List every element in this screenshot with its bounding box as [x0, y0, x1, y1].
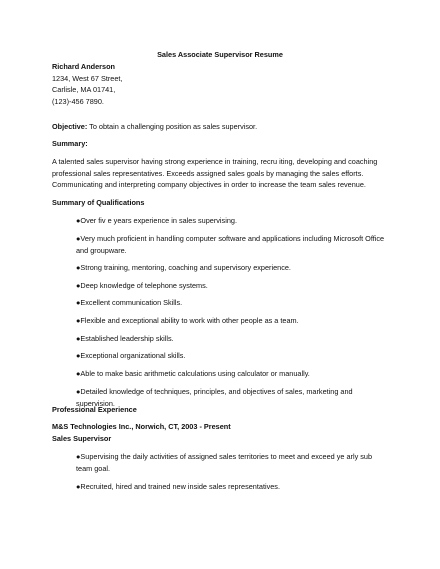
- bullet-icon: ●: [76, 387, 81, 396]
- summary-heading: Summary:: [52, 139, 88, 148]
- experience-text: Recruited, hired and trained new inside sales representatives.: [80, 482, 280, 491]
- summary-paragraph: [52, 156, 387, 191]
- bullet-icon: ●: [76, 351, 81, 360]
- experience-company: M&S Technologies Inc., Norwich, CT, 2003 - Present: [52, 422, 231, 431]
- qualification-item: [76, 233, 388, 256]
- contact-address-line-1: 1234, West 67 Street,: [52, 73, 123, 83]
- experience-item: [76, 481, 388, 493]
- resume-title: Sales Associate Supervisor Resume: [157, 50, 283, 59]
- bullet-icon: ●: [76, 369, 81, 378]
- qualification-item: [76, 333, 388, 345]
- qualification-item: [76, 350, 388, 362]
- objective-text: To obtain a challenging position as sales supervisor.: [87, 122, 258, 131]
- experience-text: Supervising the daily activities of assigned sales territories to meet and exceed ye arly sub team goal.: [76, 452, 373, 473]
- qualification-item: [76, 262, 388, 274]
- bullet-icon: ●: [76, 316, 81, 325]
- qualification-item: [76, 368, 388, 380]
- qualification-text: Excellent communication Skills.: [80, 298, 183, 307]
- summary-line: A talented sales supervisor having strong experience in training, recru iting, developing and coaching: [52, 157, 378, 166]
- bullet-icon: ●: [76, 216, 81, 225]
- contact-phone: (123)-456 7890.: [52, 96, 104, 106]
- experience-item: [76, 451, 388, 474]
- summary-line: professional sales representatives. Exceeds assigned sales goals by managing the sales efforts.: [52, 168, 364, 178]
- bullet-icon: ●: [76, 263, 81, 272]
- qualification-text: Able to make basic arithmetic calculations using calculator or manually.: [80, 369, 310, 378]
- qualification-item: [76, 315, 388, 327]
- qualification-text: Detailed knowledge of techniques, principles, and objectives of sales, marketing and supervision.: [76, 387, 353, 408]
- qualification-text: Over fiv e years experience in sales supervising.: [80, 216, 237, 225]
- objective-label: Objective:: [52, 122, 88, 131]
- bullet-icon: ●: [76, 298, 81, 307]
- qualification-text: Flexible and exceptional ability to work with other people as a team.: [80, 316, 299, 325]
- bullet-icon: ●: [76, 482, 81, 491]
- qualification-text: Strong training, mentoring, coaching and supervisory experience.: [80, 263, 291, 272]
- qualification-text: Deep knowledge of telephone systems.: [80, 281, 208, 290]
- qualification-text: Established leadership skills.: [80, 334, 174, 343]
- qualification-text: Exceptional organizational skills.: [80, 351, 186, 360]
- experience-role: Sales Supervisor: [52, 434, 112, 443]
- qualifications-heading: Summary of Qualifications: [52, 198, 145, 207]
- bullet-icon: ●: [76, 281, 81, 290]
- bullet-icon: ●: [76, 334, 81, 343]
- summary-line: Communicating and interpreting company objectives in order to increase the team sales revenue.: [52, 180, 366, 190]
- contact-address-line-2: Carlisle, MA 01741,: [52, 85, 116, 95]
- qualification-text: Very much proficient in handling computer software and applications including Microsoft Office and groupware.: [76, 234, 385, 255]
- bullet-icon: ●: [76, 234, 81, 243]
- experience-heading: Professional Experience: [52, 405, 137, 414]
- qualification-item: [76, 280, 388, 292]
- qualification-item: [76, 215, 388, 227]
- objective-block: [52, 121, 387, 133]
- contact-block: [52, 61, 387, 107]
- contact-name: Richard Anderson: [52, 62, 115, 71]
- bullet-icon: ●: [76, 452, 81, 461]
- qualification-item: [76, 297, 388, 309]
